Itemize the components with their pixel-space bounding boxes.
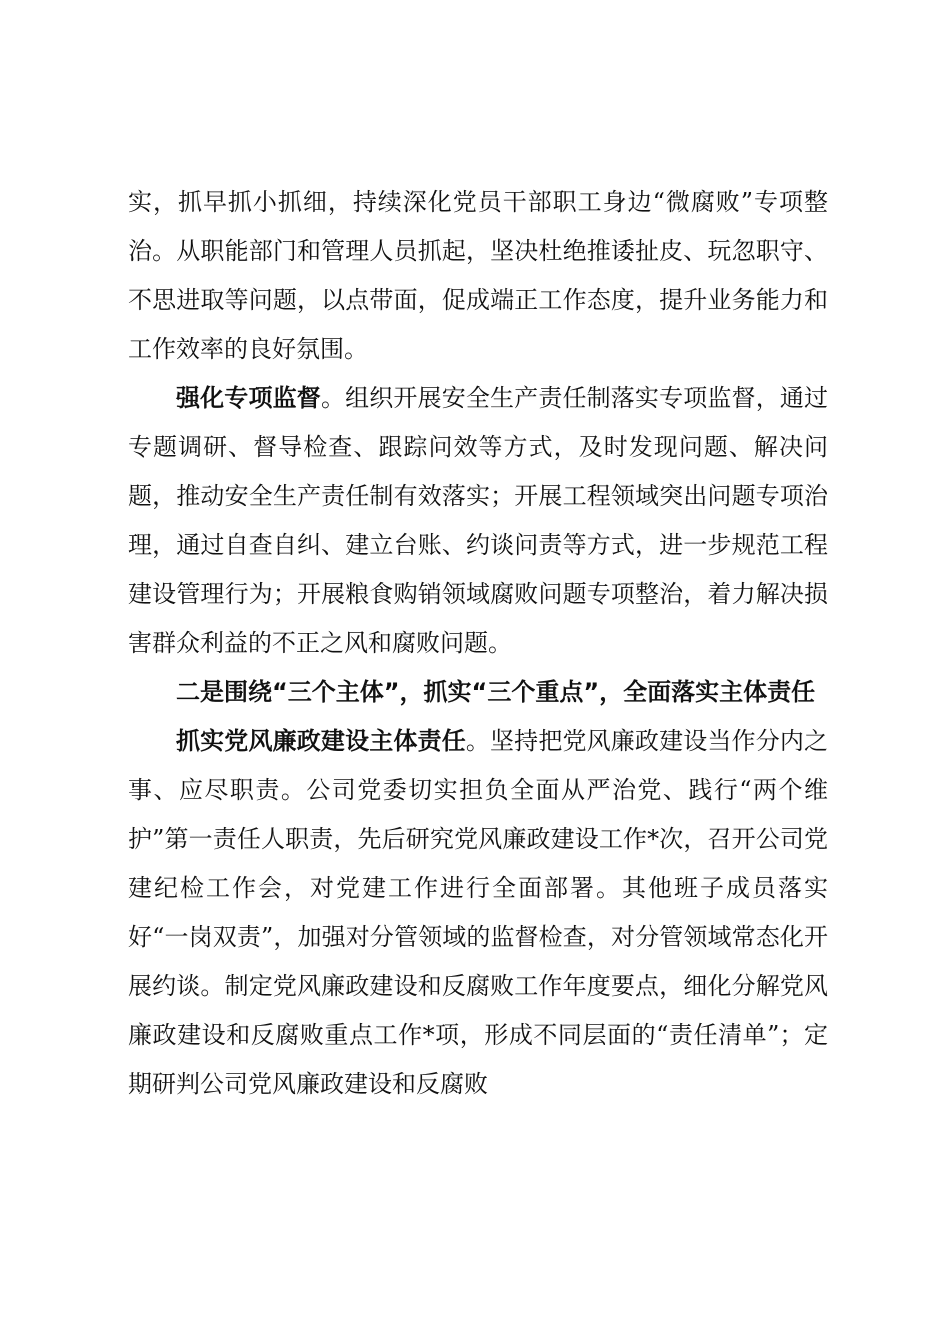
paragraph-text: 实，抓早抓小抓细，持续深化党员干部职工身边“微腐败”专项整治。从职能部门和管理人员抓起，坚决杜绝推诿扯皮、玩忽职守、不思进取等问题，以点带面，促成端正工作态度，提升业务能力和工作效率的良好氛围。 — [128, 188, 828, 363]
paragraph-special-supervision — [128, 374, 828, 668]
paragraph-lead-title: 强化专项监督 — [176, 384, 321, 412]
paragraph-text: 。组织开展安全生产责任制落实专项监督，通过专题调研、督导检查、跟踪问效等方式，及时发现问题、解决问题，推动安全生产责任制有效落实；开展工程领域突出问题专项治理，通过自查自纠、建立台账、约谈问责等方式，进一步规范工程建设管理行为；开展粮食购销领域腐败问题专项整治，着力解决损害群众利益的不正之风和腐败问题。 — [128, 384, 829, 657]
section-heading-text: 二是围绕“三个主体”，抓实“三个重点”，全面落实主体责任 — [176, 678, 816, 706]
paragraph-main-responsibility — [128, 717, 828, 1109]
paragraph-continuation — [128, 178, 828, 374]
section-heading — [128, 668, 828, 717]
paragraph-text: 。坚持把党风廉政建设当作分内之事、应尽职责。公司党委切实担负全面从严治党、践行“两个维护”第一责任人职责，先后研究党风廉政建设工作*次，召开公司党建纪检工作会，对党建工作进行全面部署。其他班子成员落实好“一岗双责”，加强对分管领域的监督检查，对分管领域常态化开展约谈。制定党风廉政建设和反腐败工作年度要点，细化分解党风廉政建设和反腐败重点工作*项，形成不同层面的“责任清单”；定期研判公司党风廉政建设和反腐败 — [128, 727, 829, 1098]
document-body — [128, 178, 828, 1109]
paragraph-lead-title: 抓实党风廉政建设主体责任 — [176, 727, 466, 755]
